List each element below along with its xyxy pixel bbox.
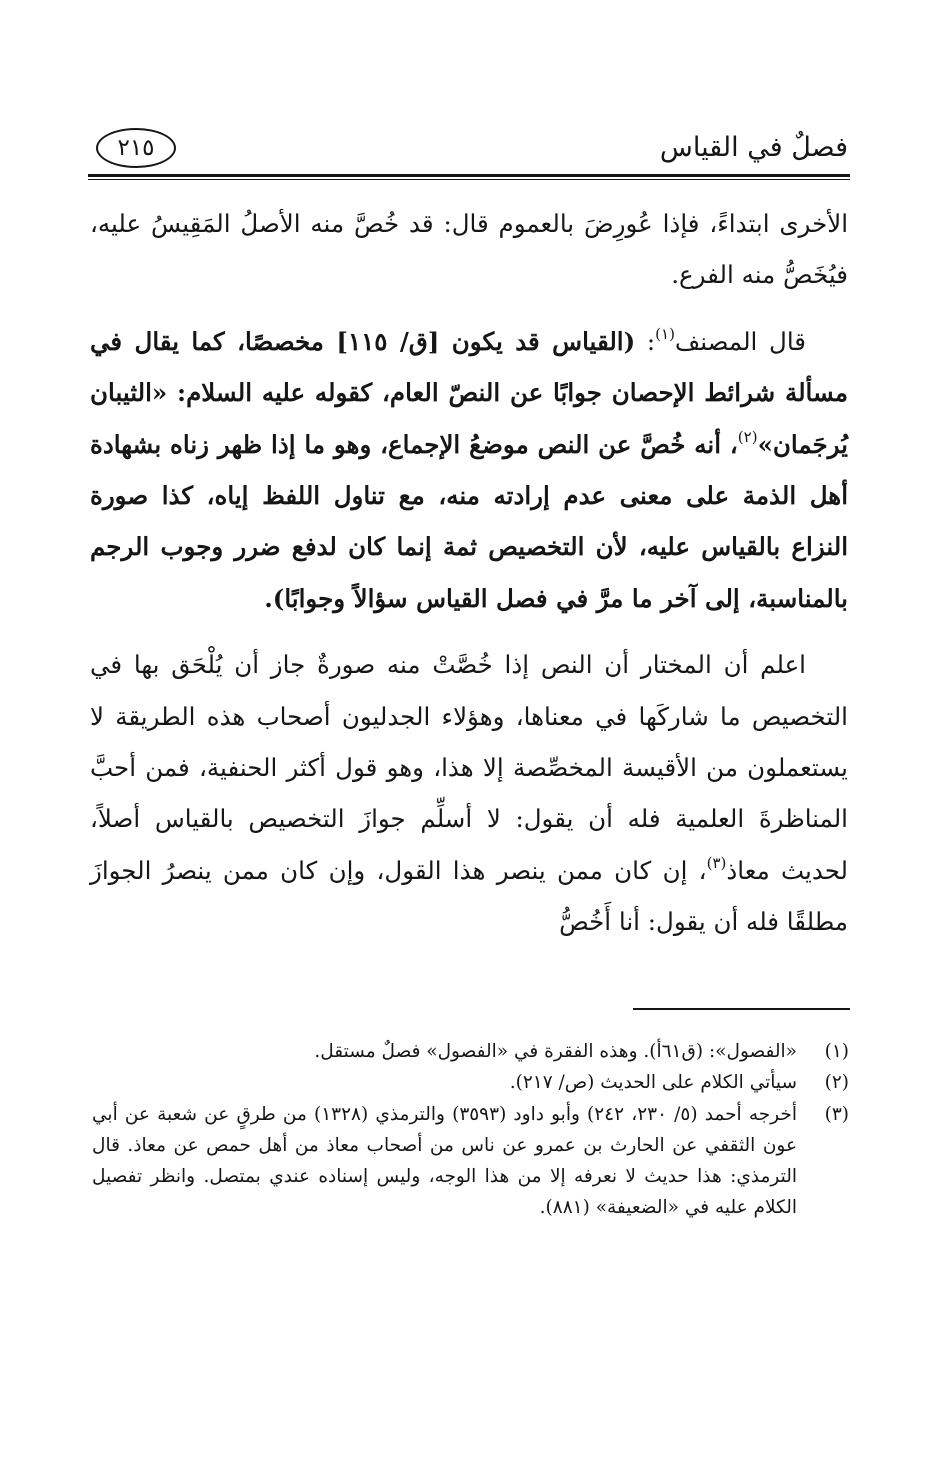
- paragraph-3: [90, 639, 848, 947]
- footnote-number: (٣): [824, 1103, 849, 1125]
- paragraph-1-text: الأخرى ابتداءً، فإذا عُورِضَ بالعموم قال: قد خُصَّ منه الأصلُ المَقِيسُ عليه، فيُخَصُّ منه الفرع.: [90, 209, 848, 290]
- footnote-2: [92, 1067, 849, 1098]
- matn-text-a: (القياس قد يكون [ق/ ١١٥] مخصصًا، كما يقال في مسألة شرائط الإحصان جوابًا عن النصّ العام، كقوله عليه السلام: «الثيبان يُرجَمان»: [90, 326, 848, 459]
- header-rule-thin: [88, 179, 850, 180]
- colon: :: [635, 326, 656, 356]
- footnote-3: [92, 1099, 849, 1224]
- main-text: [90, 198, 848, 948]
- header-rule: [88, 174, 850, 177]
- footnote-number: (٢): [824, 1072, 849, 1094]
- author-quote-intro: قال المصنف: [674, 326, 807, 356]
- chapter-title: فصلٌ في القياس: [659, 132, 848, 163]
- commentary-text-a: اعلم أن المختار أن النص إذا خُصَّتْ منه صورةٌ جاز أن يُلْحَق بها في التخصيص ما شاركَها في معناها، وهؤلاء الجدليون أصحاب هذه الطريقة لا يستعملون من الأقيسة المخصِّصة إلا هذا، وهو قول أكثر الحنفية، فمن أحبَّ المناظرةَ العلمية فله أن يقول: لا أسلِّم جوازَ التخصيص بالقياس أصلاً، لحديث معاذ: [90, 650, 848, 885]
- footnote-text: «الفصول»: (ق٦١أ). وهذه الفقرة في «الفصول» فصلٌ مستقل.: [314, 1041, 797, 1062]
- footnotes: [92, 1036, 849, 1224]
- paragraph-2: [90, 316, 848, 624]
- footnote-ref-3[interactable]: (٣): [706, 853, 727, 872]
- footnote-separator: [633, 1008, 850, 1010]
- running-header: [88, 120, 850, 174]
- footnote-number: (١): [824, 1041, 849, 1062]
- footnote-ref-1[interactable]: (١): [655, 324, 675, 343]
- page-number-badge: ٢١٥: [96, 128, 176, 168]
- footnote-ref-2[interactable]: (٢): [737, 427, 758, 446]
- footnote-text: سيأتي الكلام على الحديث (ص/ ٢١٧).: [509, 1072, 797, 1094]
- footnote-text: أخرجه أحمد (٥/ ٢٣٠، ٢٤٢) وأبو داود (٣٥٩٣) والترمذي (١٣٢٨) من طرقٍ عن شعبة عن أبي عون الثقفي عن الحارث بن عمرو عن ناس من أصحاب معاذ من أهل حمص عن معاذ. قال الترمذي: هذا حديث لا نعرفه إلا من هذا الوجه، وليس إسناده عندي بمتصل. وانظر تفصيل الكلام عليه في «الضعيفة» (٨٨١).: [92, 1103, 797, 1219]
- commentary-text-b: ، إن كان ممن ينصر هذا القول، وإن كان ممن ينصرُ الجوازَ مطلقًا فله أن يقول: أنا أَخُصُّ: [90, 855, 848, 937]
- paragraph-1: [90, 198, 848, 301]
- matn-text-b: ، أنه خُصَّ عن النص موضعُ الإجماع، وهو ما إذا ظهر زناه بشهادة أهل الذمة على معنى عدم إرادته منه، مع تناول اللفظ إياه، كذا صورة النزاع بالقياس عليه، لأن التخصيص ثمة إنما كان لدفع ضرر وجوب الرجم بالمناسبة، إلى آخر ما مرَّ في فصل القياس سؤالاً وجوابًا).: [90, 429, 848, 613]
- footnote-1: [92, 1036, 849, 1067]
